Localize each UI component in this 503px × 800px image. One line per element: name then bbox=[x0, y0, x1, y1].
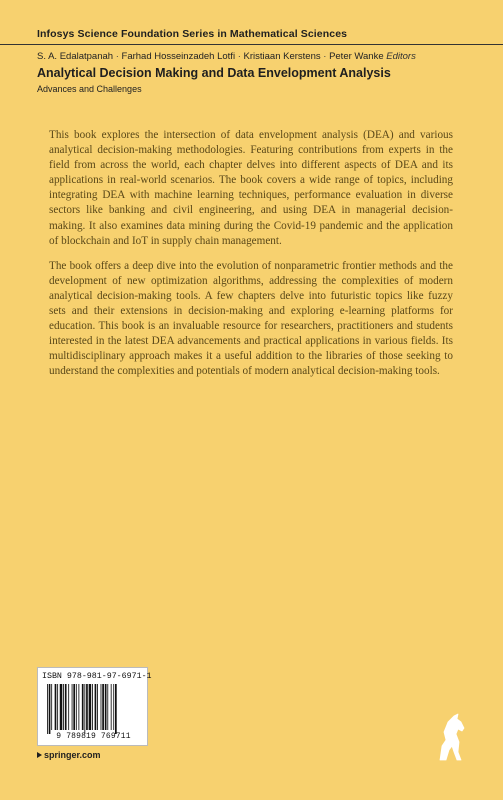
barcode-digits: 9 789819 769711 bbox=[56, 732, 131, 741]
barcode-box bbox=[37, 667, 152, 746]
blurb-paragraph: This book explores the intersection of data envelopment analysis (DEA) and various analytical decision-making methodologies. Featuring contributions from experts in the field from across the world, each chapter delves into different aspects of DEA and its applications in real-world scenarios. The book covers a wide range of topics, including integrating DEA with machine learning techniques, performance evaluation in diverse sectors like banking and civil engineering, and using DEA in managerial decision-making. It also examines data mining during the Covid-19 pandemic and the application of blockchain and IoT in supply chain management. bbox=[49, 129, 453, 247]
separator-dot: · bbox=[237, 51, 244, 62]
barcode-bar bbox=[63, 684, 64, 730]
barcode-bar bbox=[107, 684, 108, 730]
barcode-bar bbox=[49, 684, 51, 734]
blurb-paragraph: The book offers a deep dive into the evolution of nonparametric frontier methods and the development of new optimization algorithms, addressing the complexities of modern analytical decision-making tools. A few chapters delve into futuristic topics like fuzzy sets and their extensions in decision-making and exploring e-learning platforms for education. This book is an invaluable resource for researchers, practitioners and students interested in the latest DEA advancements and practical applications in various fields. Its multidisciplinary approach makes it a useful addition to the libraries of those seeking to understand the complexities and potentials of modern analytical decision-making tools. bbox=[49, 259, 453, 378]
barcode-bar bbox=[113, 684, 114, 730]
editors-role: Editors bbox=[386, 51, 416, 62]
springer-horse-logo bbox=[432, 710, 470, 766]
barcode-bar bbox=[111, 684, 112, 730]
barcode-bar bbox=[73, 684, 75, 730]
barcode-bar bbox=[97, 684, 98, 730]
barcode-bar bbox=[82, 684, 84, 730]
publisher-link[interactable] bbox=[37, 750, 101, 760]
barcode-bar bbox=[84, 684, 85, 734]
publisher-link-text: springer.com bbox=[44, 750, 101, 760]
barcode-bar bbox=[60, 684, 63, 730]
book-subtitle: Advances and Challenges bbox=[37, 84, 142, 94]
barcode-bars bbox=[45, 684, 142, 734]
separator-dot: · bbox=[115, 51, 122, 62]
barcode-bar bbox=[65, 684, 67, 730]
series-title: Infosys Science Foundation Series in Mathematical Sciences bbox=[37, 28, 348, 40]
editor-name: Kristiaan Kerstens bbox=[243, 51, 321, 62]
book-title: Analytical Decision Making and Data Envelopment Analysis bbox=[37, 66, 391, 80]
barcode-bar bbox=[55, 684, 57, 730]
barcode-bar bbox=[105, 684, 107, 730]
arrow-right-icon bbox=[37, 752, 42, 758]
editor-name: Peter Wanke bbox=[329, 51, 384, 62]
top-rule bbox=[0, 44, 503, 45]
barcode-bar bbox=[47, 684, 48, 734]
barcode-bar bbox=[76, 684, 77, 730]
barcode-bar bbox=[92, 684, 93, 730]
book-blurb bbox=[49, 128, 453, 390]
barcode-bar bbox=[78, 684, 79, 730]
barcode-bar bbox=[101, 684, 102, 730]
barcode-bar bbox=[51, 684, 52, 730]
barcode-bar bbox=[102, 684, 104, 730]
barcode-bar bbox=[95, 684, 97, 730]
barcode-bar bbox=[68, 684, 69, 730]
editor-name: S. A. Edalatpanah bbox=[37, 51, 114, 62]
barcode-bar bbox=[86, 684, 88, 730]
barcode-bar bbox=[115, 684, 117, 734]
editor-name: Farhad Hosseinzadeh Lotfi bbox=[121, 51, 236, 62]
isbn-label: ISBN 978-981-97-6971-1 bbox=[42, 672, 152, 681]
barcode-bar bbox=[57, 684, 58, 730]
separator-dot: · bbox=[323, 51, 330, 62]
editors-line bbox=[37, 51, 477, 62]
barcode-bar bbox=[89, 684, 92, 730]
barcode-bar bbox=[72, 684, 73, 730]
